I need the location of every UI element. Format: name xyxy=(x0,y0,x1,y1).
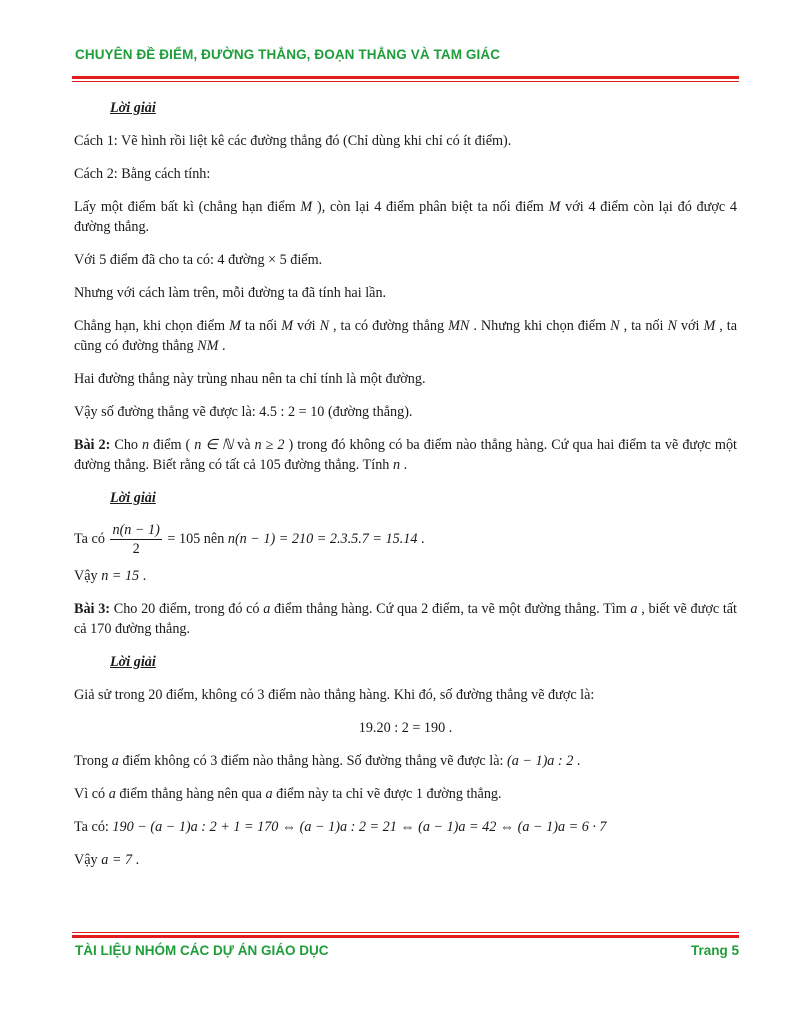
solution-heading: Lời giải xyxy=(110,654,156,670)
paragraph-coincide: Hai đường thẳng này trùng nhau nên ta chỉ tính là một đường. xyxy=(74,371,426,387)
paragraph-a-points: Trong a điểm không có 3 điểm nào thẳng hàng. Số đường thẳng vẽ được là: (a − 1)a : 2 . xyxy=(74,753,581,769)
paragraph-example: Chẳng hạn, khi chọn điểm M ta nối M với N , ta có đường thẳng MN . Nhưng khi chọn điểm N , ta nối N với M , ta cũng có đường thẳng NM . xyxy=(74,318,738,354)
page-number: Trang 5 xyxy=(690,943,739,958)
page-header-title: CHUYÊN ĐỀ ĐIỂM, ĐƯỜNG THẲNG, ĐOẠN THẲNG VÀ TAM GIÁC xyxy=(75,47,501,62)
footer-rule-thick xyxy=(72,935,739,938)
paragraph-assume: Giả sử trong 20 điểm, không có 3 điểm nào thẳng hàng. Khi đó, số đường thẳng vẽ được là: xyxy=(74,687,595,703)
solution-heading: Lời giải xyxy=(110,490,156,506)
paragraph-result-2: Vậy n = 15 . xyxy=(74,568,147,584)
paragraph-collinear: Vì có a điểm thẳng hàng nên qua a điểm này ta chỉ vẽ được 1 đường thẳng. xyxy=(74,786,502,802)
paragraph-fraction: Ta có $\frac{n(n - 1)}{2}$ = 105 nên n(n − 1) = 210 = 2.3.5.7 = 15.14 . xyxy=(74,522,425,557)
paragraph-method-1: Cách 1: Vẽ hình rồi liệt kê các đường thẳng đó (Chỉ dùng khi chỉ có ít điểm). xyxy=(74,133,512,149)
paragraph-counted-twice: Nhưng với cách làm trên, mỗi đường ta đã tính hai lần. xyxy=(74,285,387,301)
exercise-2: Bài 2: Cho n điểm ( n ∈ ℕ và n ≥ 2 ) trong đó không có ba điểm nào thẳng hàng. Cứ qua hai điểm ta vẽ được một đường thẳng. Biết rằng có tất cả 105 đường thẳng. Tính n . xyxy=(74,437,737,473)
page-content xyxy=(74,98,737,883)
solution-heading: Lời giải xyxy=(110,100,156,116)
paragraph-result-1: Vậy số đường thẳng vẽ được là: 4.5 : 2 = 10 (đường thẳng). xyxy=(74,404,413,420)
paragraph-five-points: Với 5 điểm đã cho ta có: 4 đường × 5 điểm. xyxy=(74,252,323,268)
paragraph-method-2: Cách 2: Bằng cách tính: xyxy=(74,166,211,182)
paragraph-equation-chain: Ta có: 190 − (a − 1)a : 2 + 1 = 170 ⇔ (a − 1)a : 2 = 21 ⇔ (a − 1)a = 42 ⇔ (a − 1)a = 6 · 7 xyxy=(74,819,607,835)
paragraph-pick-point: Lấy một điểm bất kì (chẳng hạn điểm M ), còn lại 4 điểm phân biệt ta nối điểm M với 4 điểm còn lại đó được 4 đường thẳng. xyxy=(74,199,737,235)
paragraph-result-3: Vậy a = 7 . xyxy=(74,852,140,868)
fraction: $\frac{n(n - 1)}{2}$ xyxy=(112,522,160,557)
footer-left-text: TÀI LIỆU NHÓM CÁC DỰ ÁN GIÁO DỤC xyxy=(75,943,329,958)
header-rule-thick xyxy=(72,76,739,79)
header-rule-thin xyxy=(72,81,739,82)
exercise-3: Bài 3: Cho 20 điểm, trong đó có a điểm thẳng hàng. Cứ qua 2 điểm, ta vẽ một đường thẳng. Tìm a , biết vẽ được tất cả 170 đường thẳng. xyxy=(74,601,737,637)
centered-equation: 19.20 : 2 = 190 . xyxy=(358,720,453,736)
footer-rule-thin xyxy=(72,932,739,933)
